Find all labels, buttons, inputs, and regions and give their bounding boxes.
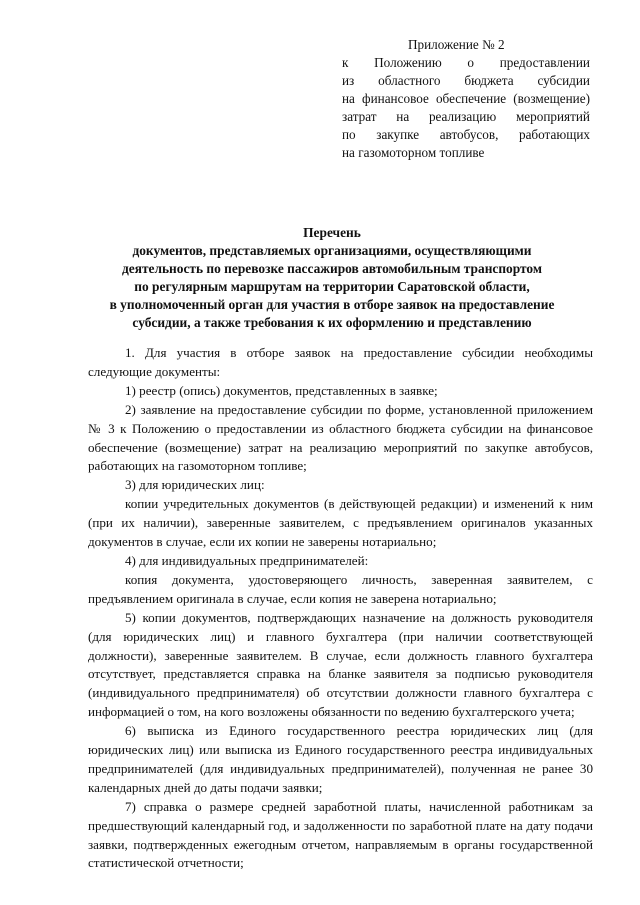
paragraph: копия документа, удостоверяющего личность, заверенная заявителем, с предъявлением оригинала в случае, если копия не заверена нотариально;	[88, 571, 593, 606]
heading-line: в уполномоченный орган для участия в отборе заявок на предоставление	[109, 297, 555, 312]
appendix-word: предоставлении	[499, 55, 590, 70]
document-body	[88, 344, 593, 873]
appendix-word: финансовое	[362, 91, 429, 106]
appendix-word: (возмещение)	[513, 91, 590, 106]
heading-title: Перечень	[303, 225, 361, 240]
paragraph: 1. Для участия в отборе заявок на предоставление субсидии необходимы следующие документы:	[88, 345, 593, 379]
appendix-word: обеспечение	[435, 91, 507, 106]
appendix-word: бюджета	[464, 73, 514, 88]
appendix-word: работающих	[518, 127, 590, 142]
paragraph: копии учредительных документов (в действующей редакции) и изменений к ним (при их наличии), заверенные заявителем, с предъявлением оригиналов указанных документов в случае, если их копии не заверены нотариально;	[88, 496, 593, 550]
appendix-line	[342, 126, 590, 144]
appendix-word: мероприятий	[515, 109, 590, 124]
document-heading	[72, 224, 592, 332]
paragraph: 3) для юридических лиц:	[125, 477, 265, 493]
heading-line: деятельность по перевозке пассажиров автомобильным транспортом	[121, 261, 542, 276]
appendix-word: к	[342, 55, 349, 70]
appendix-word: закупке	[376, 127, 420, 142]
appendix-word: по	[342, 127, 356, 142]
paragraph: 4) для индивидуальных предпринимателей:	[125, 552, 369, 568]
appendix-word: из	[342, 73, 355, 88]
appendix-word: субсидии	[537, 73, 590, 88]
paragraph: 7) справка о размере средней заработной платы, начисленной работникам за предшествующий календарный год, и задолженности по заработной плате на дату подачи заявки, подтвержденных ежегодным отчетом, направляемым в органы государственной статистической отчетности;	[88, 798, 593, 871]
appendix-title: Приложение № 2	[408, 37, 505, 52]
appendix-line	[342, 72, 590, 90]
heading-line: документов, представляемых организациями, осуществляющими	[132, 243, 532, 258]
paragraph: 2) заявление на предоставление субсидии по форме, установленной приложением № 3 к Положению о предоставлении из областного бюджета субсидии на финансовое обеспечение (возмещение) затрат на реализацию мероприятий по закупке автобусов, работающих на газомоторном топливе;	[88, 401, 593, 474]
paragraph: 6) выписка из Единого государственного реестра юридических лиц (для юридических лиц) или выписка из Единого государственного реестра индивидуальных предпринимателей (для индивидуальных предпринимателей), полученная не ранее 30 календарных дней до даты подачи заявки;	[88, 723, 593, 795]
appendix-word: областного	[378, 73, 441, 88]
appendix-word: затрат	[342, 109, 377, 124]
paragraph: 5) копии документов, подтверждающих назначение на должность руководителя (для юридических лиц) и главного бухгалтера (при наличии соответствующей должности), заверенные заявителем. В случае, если должность главного бухгалтера отсутствует, представляется справка на бланке заявителя за подписью руководителя (индивидуального предпринимателя) об отсутствии должности главного бухгалтера с информацией о том, на кого возложены обязанности по ведению бухгалтерского учета;	[88, 609, 593, 720]
heading-line: субсидии, а также требования к их оформлению и представлению	[132, 315, 532, 330]
appendix-block	[342, 36, 590, 162]
appendix-line	[342, 144, 590, 162]
appendix-line-text: на газомоторном топливе	[342, 145, 485, 160]
heading-line: по регулярным маршрутам на территории Саратовской области,	[134, 279, 530, 294]
appendix-word: на	[342, 91, 355, 106]
appendix-word: Положению	[374, 55, 442, 70]
appendix-line	[342, 54, 590, 72]
appendix-word: на	[396, 109, 410, 124]
paragraph: 1) реестр (опись) документов, представленных в заявке;	[125, 382, 438, 398]
appendix-word: реализацию	[428, 109, 497, 124]
appendix-line	[342, 108, 590, 126]
appendix-line	[342, 90, 590, 108]
appendix-word: о	[467, 55, 474, 70]
appendix-word: автобусов,	[439, 127, 499, 142]
